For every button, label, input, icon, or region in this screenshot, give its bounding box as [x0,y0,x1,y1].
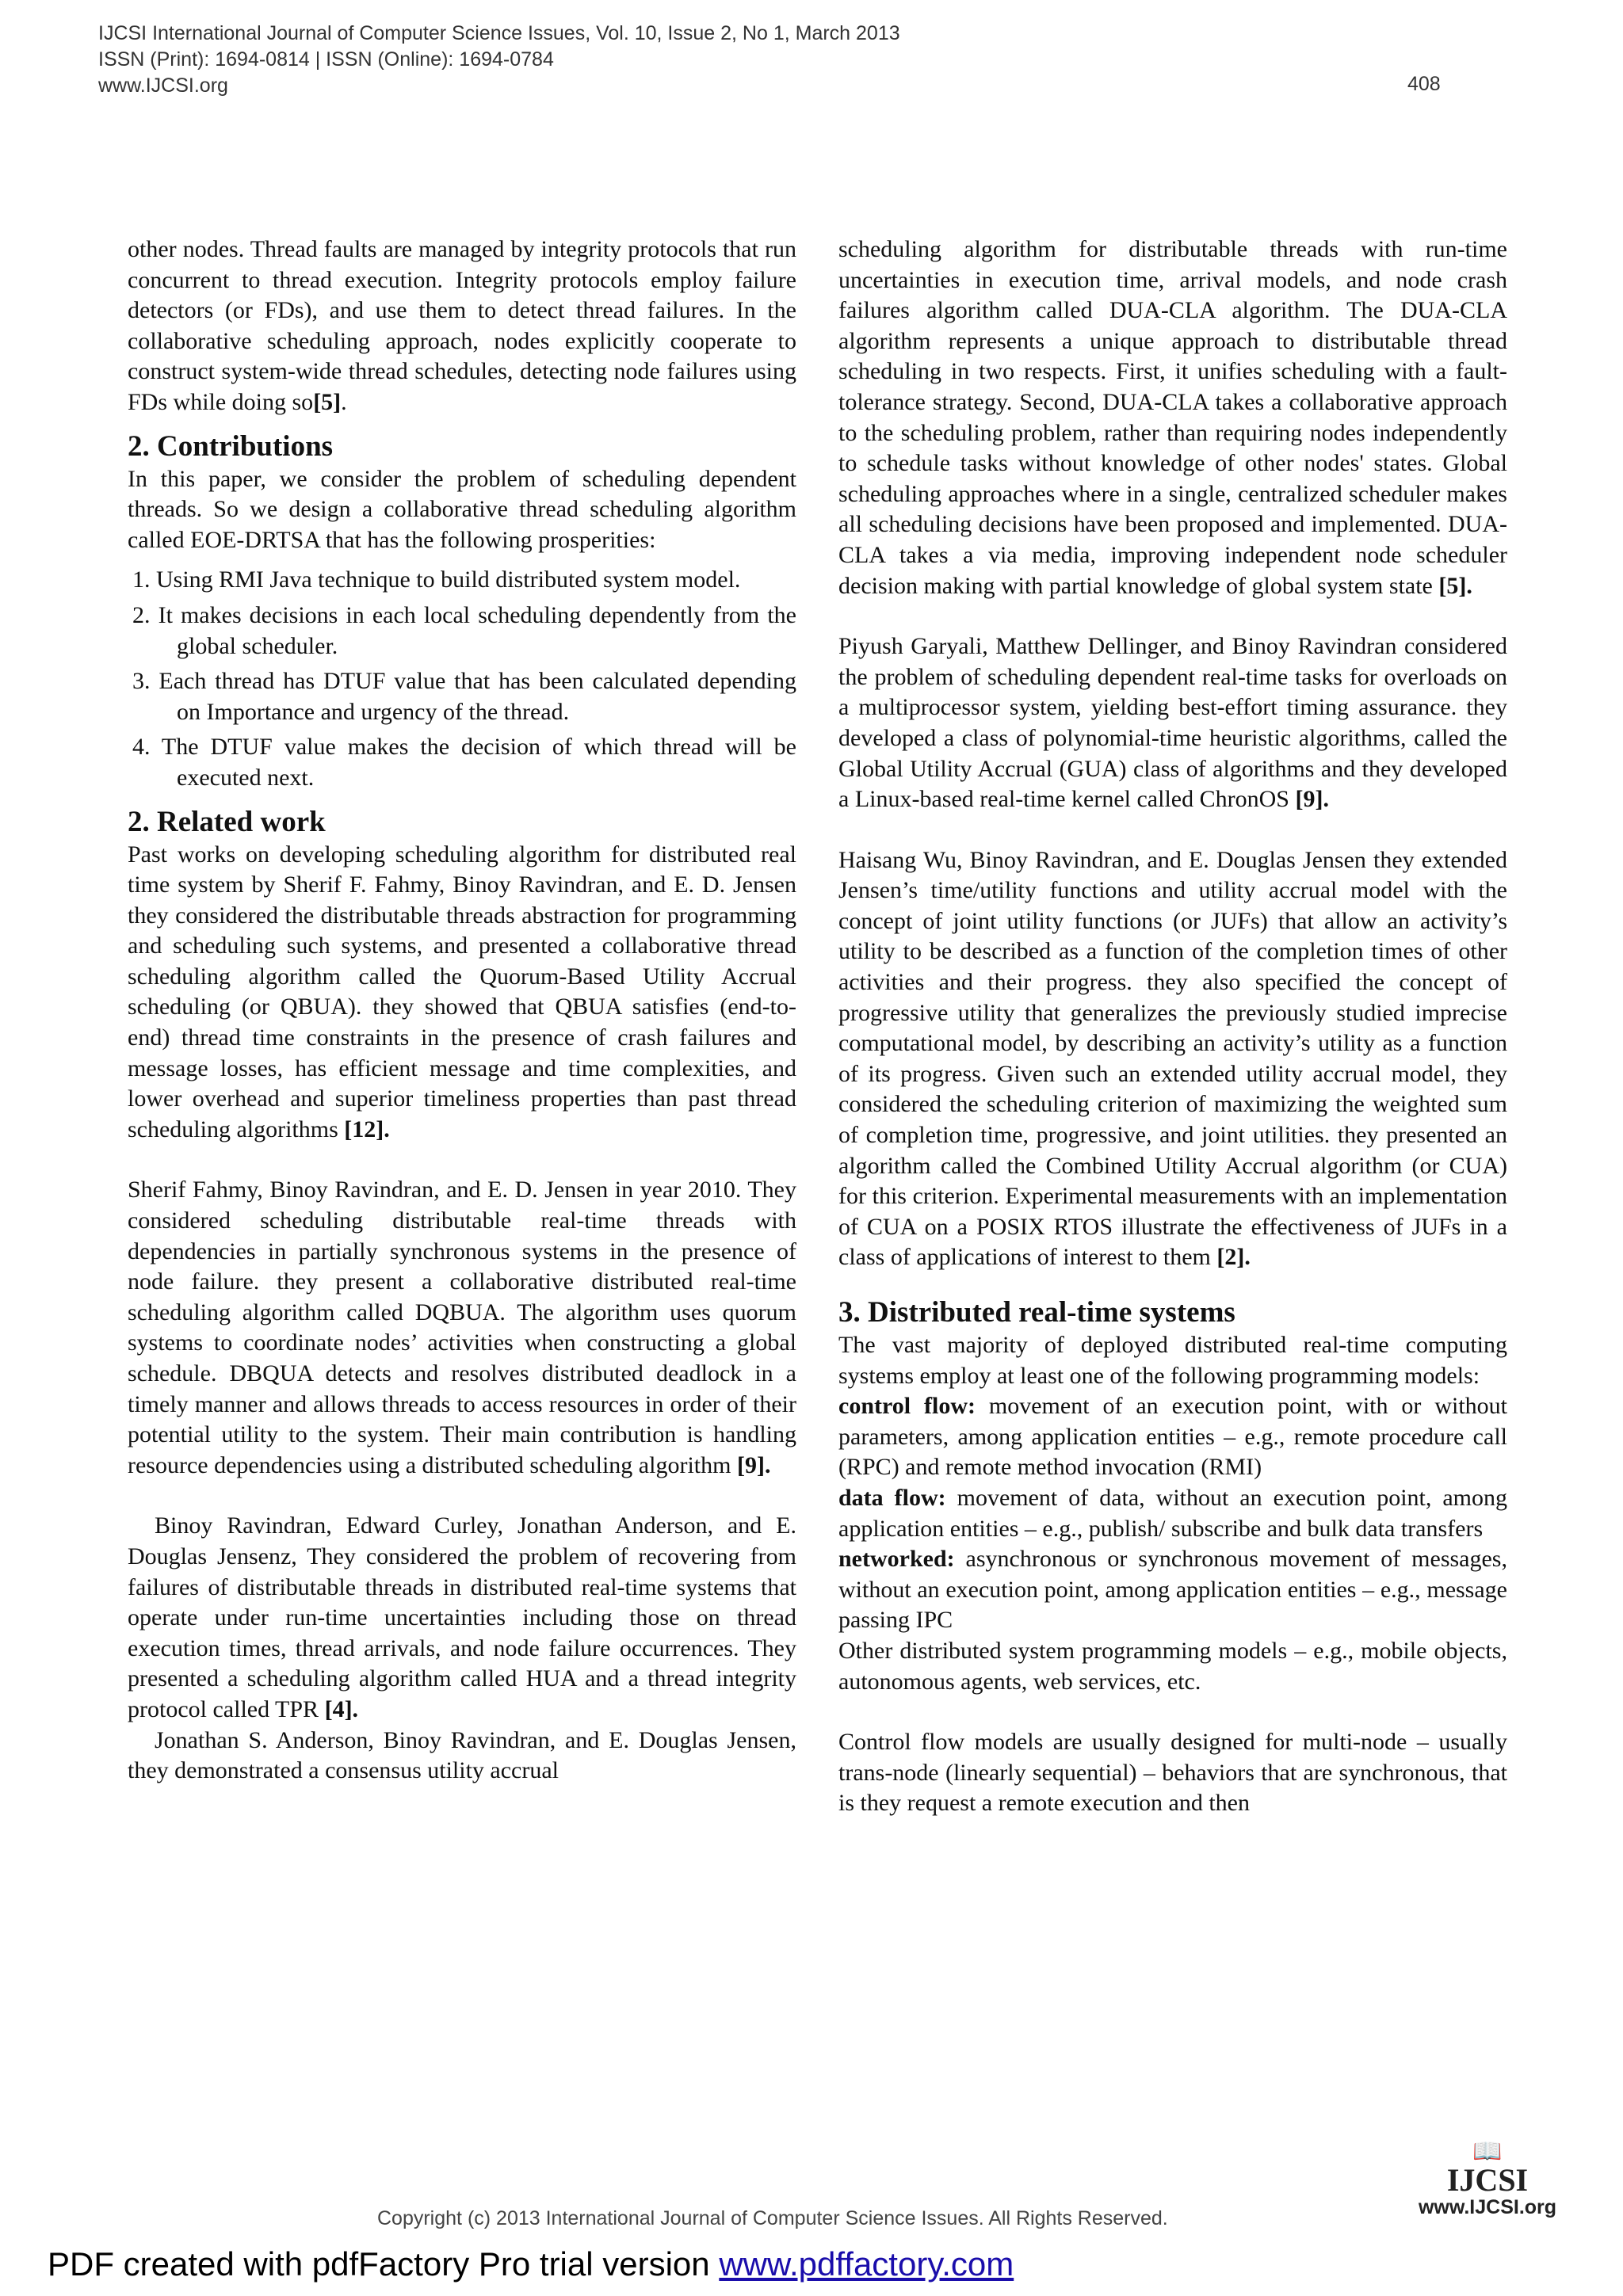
related-paragraph: Piyush Garyali, Matthew Dellinger, and Binoy Ravindran considered the problem of scheduling dependent real-time tasks for overloads on a multiprocessor system, yielding best-effort timing assurance. they developed a class of polynomial-time heuristic algorithms, called the Global Utility Accrual (GUA) class of algorithms and they developed a Linux-based real-time kernel called ChronOS [9]. [838,633,1507,813]
list-item: 4. The DTUF value makes the decision of which thread will be executed next. [132,734,796,791]
left-column [128,235,796,1787]
model-definition: control flow: movement of an execution point, with or without parameters, among application entities – e.g., remote procedure call (RPC) and remote method invocation (RMI) [838,1393,1507,1481]
model-definition: networked: asynchronous or synchronous movement of messages, without an execution point, among application entities – e.g., message passing IPC [838,1546,1507,1634]
model-definition: data flow: movement of data, without an execution point, among application entities – e.g., publish/ subscribe and bulk data transfers [838,1484,1508,1542]
related-paragraph: Binoy Ravindran, Edward Curley, Jonathan Anderson, and E. Douglas Jensenz, They considered the problem of recovering from failures of distributable threads in distributed real-time systems that operate under run-time uncertainties including those on thread execution times, thread arrivals, and node failure occurrences. They presented a scheduling algorithm called HUA and a thread integrity protocol called TPR [4]. [128,1512,796,1722]
book-icon: 📖 [1472,2138,1503,2164]
pdf-watermark: PDF created with pdfFactory Pro trial version www.pdffactory.com [48,2245,1014,2283]
citation: [5] [313,388,342,415]
section-heading-distributed-systems: 3. Distributed real-time systems [838,1296,1235,1329]
logo-url: www.IJCSI.org [1418,2196,1557,2218]
distributed-paragraph: The vast majority of deployed distributed real-time computing systems employ at least one of the following programming models: [838,1332,1507,1389]
citation: [5]. [1438,572,1472,599]
ijcsi-logo [1404,2139,1571,2219]
related-paragraph: Sherif Fahmy, Binoy Ravindran, and E. D. Jensen in year 2010. They considered scheduling distributable real-time threads with dependencies in partially synchronous systems in the presence of node failure. they present a collaborative distributed real-time scheduling algorithm called DQBUA. The algorithm uses quorum systems to coordinate nodes’ activities when constructing a global schedule. DBQUA detects and resolves distributed deadlock in a timely manner and allows threads to access resources in order of their potential utility to the system. Their main contribution is handling resource dependencies using a distributed scheduling algorithm [9]. [128,1177,796,1478]
contributions-list [128,565,796,793]
related-paragraph: scheduling algorithm for distributable threads with run-time uncertainties in execution time, arrival models, and node crash failures algorithm called DUA-CLA algorithm. The DUA-CLA algorithm represents a unique approach to distributable thread scheduling in two respects. First, it unifies scheduling with a fault-tolerance strategy. Second, DUA-CLA takes a collaborative approach to the scheduling problem, rather than requiring nodes independently to schedule tasks without knowledge of other nodes' states. Global scheduling approaches where in a single, centralized scheduler makes all scheduling decisions have been proposed and implemented. DUA-CLA takes a via media, improving independent node scheduler decision making with partial knowledge of global system state [5]. [838,236,1507,599]
citation: [4]. [324,1695,359,1722]
copyright-notice: Copyright (c) 2013 International Journal of Computer Science Issues. All Rights Reserved. [377,2207,1168,2229]
issn-line: ISSN (Print): 1694-0814 | ISSN (Online): 1694-0784 [98,48,554,71]
contributions-paragraph: In this paper, we consider the problem of scheduling dependent threads. So we design a collaborative thread scheduling algorithm called EOE-DRTSA that has the following prosperities: [128,465,796,553]
journal-title: IJCSI International Journal of Computer Science Issues, Vol. 10, Issue 2, No 1, March 2013 [98,22,900,44]
citation: [2]. [1216,1244,1251,1271]
control-flow-paragraph: Control flow models are usually designed for multi-node – usually trans-node (linearly sequential) – behaviors that are synchronous, that is they request a remote execution and then [838,1729,1507,1817]
list-item: 1. Using RMI Java technique to build distributed system model. [132,566,741,593]
citation: [12]. [344,1116,390,1142]
related-paragraph: Jonathan S. Anderson, Binoy Ravindran, and E. Douglas Jensen, they demonstrated a consensus utility accrual [128,1726,796,1784]
page-number: 408 [1407,73,1441,95]
section-heading-related-work: 2. Related work [128,805,326,838]
related-paragraph: Past works on developing scheduling algorithm for distributed real time system by Sherif F. Fahmy, Binoy Ravindran, and E. D. Jensen they considered the distributable threads abstraction for programming and scheduling such systems, and presented a collaborative thread scheduling algorithm called the Quorum-Based Utility Accrual scheduling (or QBUA). they showed that QBUA satisfies (end-to-end) thread time constraints in the presence of crash failures and message losses, has efficient message and time complexities, and lower overhead and superior timeliness properties than past thread scheduling algorithms [12]. [128,841,796,1142]
citation: [9]. [1295,786,1329,813]
intro-paragraph: other nodes. Thread faults are managed by integrity protocols that run concurrent to thread execution. Integrity protocols employ failure detectors (or FDs), and use them to detect thread failures. In the collaborative scheduling approach, nodes explicitly cooperate to construct system-wide thread schedules, detecting node failures using FDs while doing so[5]. [128,236,796,415]
logo-name: IJCSI [1446,2162,1529,2198]
other-models-paragraph: Other distributed system programming models – e.g., mobile objects, autonomous agents, web services, etc. [838,1637,1507,1695]
journal-site: www.IJCSI.org [98,74,228,97]
citation: [9]. [736,1451,771,1478]
running-header [98,21,900,99]
pdffactory-link[interactable]: www.pdffactory.com [719,2245,1014,2283]
list-item: 2. It makes decisions in each local scheduling dependently from the global scheduler. [132,601,796,659]
section-heading-contributions: 2. Contributions [128,429,334,463]
right-column [838,235,1507,1819]
list-item: 3. Each thread has DTUF value that has been calculated depending on Importance and urgency of the thread. [132,668,796,725]
related-paragraph: Haisang Wu, Binoy Ravindran, and E. Douglas Jensen they extended Jensen’s time/utility functions and utility accrual model with the concept of joint utility functions (or JUFs) that allow an activity’s utility to be described as a function of the completion times of other activities and their progress. they also specified the concept of progressive utility that generalizes the previously studied imprecise computational model, by describing an activity’s utility as a function of its progress. Given such an extended utility accrual model, they considered the scheduling criterion of maximizing the weighted sum of completion time, progressive, and joint utilities. they presented an algorithm called the Combined Utility Accrual algorithm (or CUA) for this criterion. Experimental measurements with an implementation of CUA on a POSIX RTOS illustrate the effectiveness of JUFs in a class of applications of interest to them [2]. [838,846,1507,1271]
